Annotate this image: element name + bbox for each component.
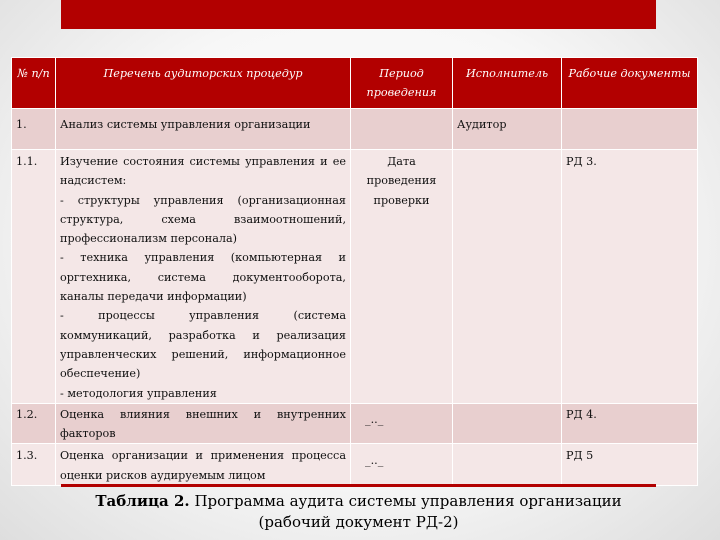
caption-text: Программа аудита системы управления организации xyxy=(194,492,622,510)
header-documents: Рабочие документы xyxy=(562,58,698,109)
row-executor xyxy=(453,403,562,444)
row-document: РД 4. xyxy=(562,403,698,444)
section-title: Анализ системы управления организации xyxy=(56,109,351,150)
table-row xyxy=(12,150,698,404)
row-document: РД 3. xyxy=(562,150,698,404)
procedure-line: Оценка влияния внешних и внутренних факторов xyxy=(60,407,346,441)
table-caption xyxy=(61,491,656,533)
header-executor: Исполнитель xyxy=(453,58,562,109)
row-number: 1.3. xyxy=(12,444,56,486)
row-executor xyxy=(453,150,562,404)
caption-label: Таблица 2. xyxy=(95,492,190,510)
row-executor xyxy=(453,444,562,486)
section-period xyxy=(351,109,453,150)
procedure-line: - структуры управления (организационная структура, схема взаимоотношений, профессионализм персонала) xyxy=(60,193,346,246)
row-period: Дата проведения проверки xyxy=(351,150,453,404)
section-docs xyxy=(562,109,698,150)
row-procedure xyxy=(56,150,351,404)
row-period: _.._ xyxy=(351,403,453,444)
procedure-line: - процессы управления (система коммуникаций, разработка и реализация управленческих решений, информационное обеспечение) xyxy=(60,309,346,381)
audit-program-table xyxy=(11,57,698,486)
section-number: 1. xyxy=(12,109,56,150)
header-procedures: Перечень аудиторских процедур xyxy=(56,58,351,109)
procedure-line: - техника управления (компьютерная и оргтехника, система документооборота, каналы передачи информации) xyxy=(60,251,346,304)
header-number: № п/п xyxy=(12,58,56,109)
procedure-line: - методология управления xyxy=(60,386,217,400)
table-row xyxy=(12,444,698,486)
section-executor: Аудитор xyxy=(453,109,562,150)
table-row xyxy=(12,403,698,444)
row-document: РД 5 xyxy=(562,444,698,486)
row-procedure xyxy=(56,444,351,486)
section-row xyxy=(12,109,698,150)
header-period: Период проведения xyxy=(351,58,453,109)
procedure-line: Оценка организации и применения процесса оценки рисков аудируемым лицом xyxy=(60,449,346,482)
row-number: 1.1. xyxy=(12,150,56,404)
procedure-line: Изучение состояния системы управления и ее надсистем: xyxy=(60,155,346,188)
row-procedure xyxy=(56,403,351,444)
caption-subtext: (рабочий документ РД-2) xyxy=(258,513,459,531)
row-period: _.._ xyxy=(351,444,453,486)
caption-divider xyxy=(61,484,656,487)
top-accent-bar xyxy=(61,0,656,29)
table-header-row xyxy=(12,58,698,109)
row-number: 1.2. xyxy=(12,403,56,444)
